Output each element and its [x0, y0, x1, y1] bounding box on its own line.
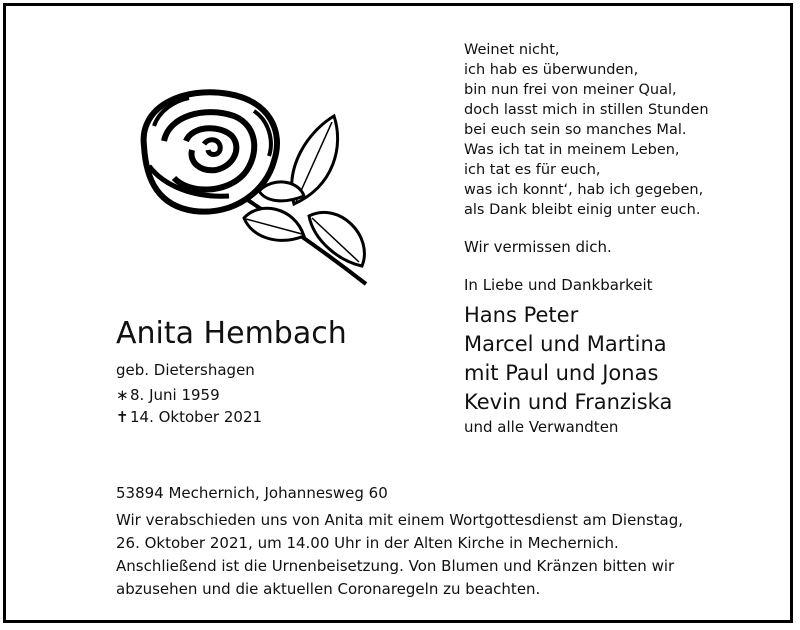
poem-line: Was ich tat in meinem Leben,	[464, 142, 680, 158]
notice-line: Anschließend ist die Urnenbeisetzung. Von Blumen und Kränzen bitten wir	[116, 557, 675, 575]
love-line: In Liebe und Dankbarkeit	[464, 276, 653, 294]
address: 53894 Mechernich, Johannesweg 60	[116, 484, 388, 502]
notice-line: Wir verabschieden uns von Anita mit einem Wortgottesdienst am Dienstag,	[116, 511, 683, 529]
death-date: 14. Oktober 2021	[130, 408, 263, 426]
notice-line: abzusehen und die aktuellen Coronaregeln zu beachten.	[116, 580, 541, 598]
poem-line: als Dank bleibt einig unter euch.	[464, 202, 701, 218]
cross-icon: ✝	[116, 408, 129, 426]
relatives-line: und alle Verwandten	[464, 418, 619, 436]
birth-date: 8. Juni 1959	[130, 386, 220, 404]
miss-line: Wir vermissen dich.	[464, 238, 612, 256]
life-dates	[116, 384, 262, 428]
mourner-name: Kevin und Franziska	[464, 390, 673, 414]
death-date-row	[116, 406, 262, 428]
mourners-list	[464, 301, 672, 417]
poem-line: was ich konnt‘, hab ich gegeben,	[464, 182, 704, 198]
poem-line: doch lasst mich in stillen Stunden	[464, 102, 709, 118]
poem	[464, 40, 709, 220]
notice-line: 26. Oktober 2021, um 14.00 Uhr in der Alten Kirche in Mechernich.	[116, 534, 619, 552]
mourner-name: mit Paul und Jonas	[464, 361, 659, 385]
poem-line: ich tat es für euch,	[464, 162, 601, 178]
obituary-frame	[3, 3, 793, 623]
poem-line: Weinet nicht,	[464, 42, 560, 58]
mourner-name: Marcel und Martina	[464, 332, 667, 356]
poem-line: bin nun frei von meiner Qual,	[464, 82, 677, 98]
mourner-name: Hans Peter	[464, 303, 579, 327]
poem-line: ich hab es überwunden,	[464, 62, 639, 78]
birth-star-icon: ∗	[116, 386, 129, 404]
birth-name: geb. Dietershagen	[116, 361, 255, 379]
poem-line: bei euch sein so manches Mal.	[464, 122, 687, 138]
birth-date-row	[116, 384, 262, 406]
deceased-name: Anita Hembach	[116, 316, 347, 351]
funeral-notice	[116, 509, 683, 601]
rose-icon	[134, 86, 374, 290]
